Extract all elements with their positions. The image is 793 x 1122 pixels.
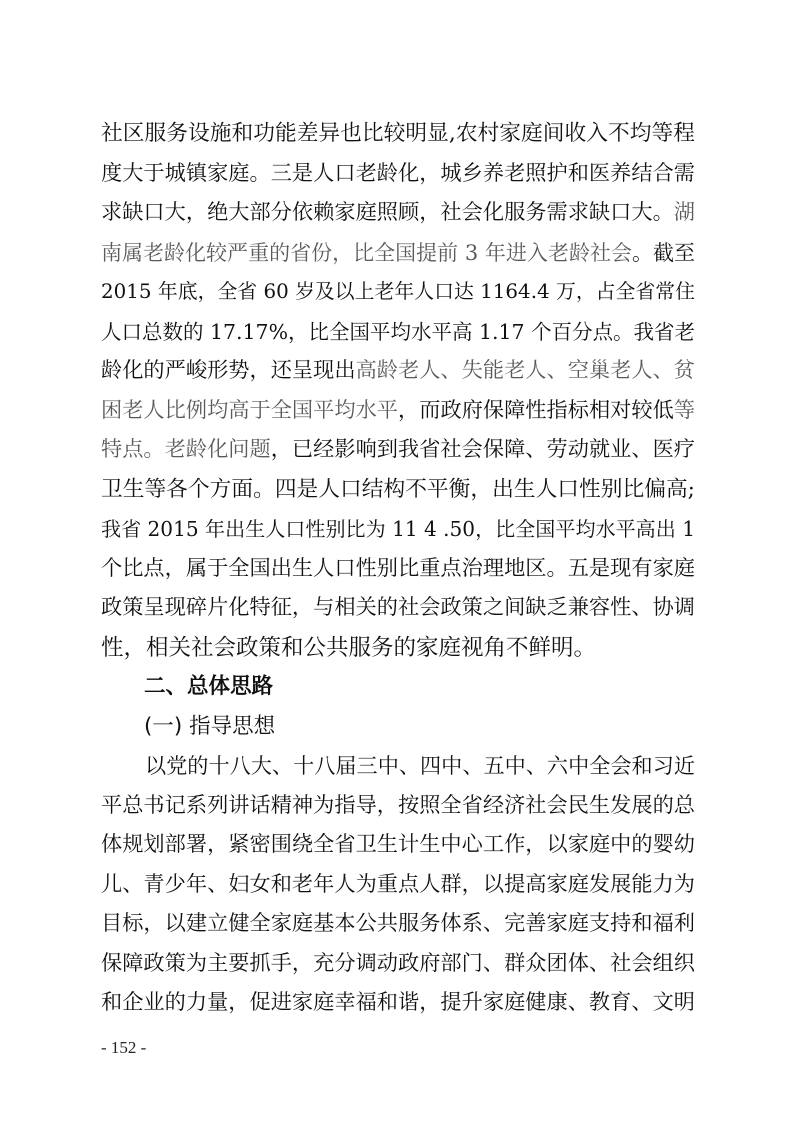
text-line [101, 312, 695, 352]
highlighted-text: 困老人比例均高于全国平均水平 [101, 398, 399, 423]
text-line [101, 470, 695, 510]
text-span: 我省 2015 年出生人口性别比为 11 4 .50，比全国平均水平高出 1 [101, 517, 695, 541]
text-span: 目标，以建立健全家庭基本公共服务体系、完善家庭支持和福利 [101, 911, 695, 936]
text-span: 和企业的力量，促进家庭幸福和谐，提升家庭健康、教育、文明 [101, 990, 695, 1015]
text-line [101, 193, 695, 233]
text-span: 性，相关社会政策和公共服务的家庭视角不鲜明。 [101, 635, 597, 661]
text-span: 平总书记系列讲话精神为指导，按照全省经济社会民生发展的总 [101, 793, 695, 818]
text-line [101, 549, 695, 589]
highlighted-text: 南属老龄化较严重的省份，比全国提前 3 年进入老龄社会 [101, 241, 632, 265]
text-span: 卫生等各个方面。四是人口结构不平衡，出生人口性别比偏高; [101, 477, 695, 502]
text-span: 社区服务设施和功能差异也比较明显,农村家庭间收入不均等程 [101, 121, 695, 146]
text-span: 以党的十八大、十八届三中、四中、五中、六中全会和习近 [145, 753, 695, 778]
text-span: 体规划部署，紧密围绕全省卫生计生中心工作，以家庭中的婴幼 [101, 832, 695, 857]
text-line [101, 509, 695, 549]
subsection-heading: (一) 指导思想 [144, 714, 276, 739]
text-span: 龄化的严峻形势，还呈现出 [101, 358, 356, 383]
text-span: 。截至 [631, 241, 696, 265]
text-line [101, 825, 695, 865]
text-line [101, 351, 695, 391]
text-span: 政策呈现碎片化特征，与相关的社会政策之间缺乏兼容性、协调 [101, 595, 695, 620]
section-heading: 二、总体思路 [144, 674, 274, 699]
highlighted-text: 特点。老龄化问题 [101, 437, 271, 462]
text-span: 人口总数的 17.17%，比全国平均水平高 1.17 个百分点。我省老 [101, 320, 695, 344]
text-line [101, 272, 695, 312]
text-span: 个比点，属于全国出生人口性别比重点治理地区。五是现有家庭 [101, 556, 695, 581]
text-line [101, 944, 695, 984]
text-line [101, 865, 695, 905]
text-line [101, 588, 695, 628]
text-line [145, 746, 695, 786]
text-line [101, 154, 695, 194]
text-line [101, 904, 695, 944]
text-line [101, 430, 695, 470]
text-span: 儿、青少年、妇女和老年人为重点人群，以提高家庭发展能力为 [101, 872, 695, 897]
page-number: - 152 - [101, 1038, 147, 1057]
text-span: ，而政府保障性指标相对较低 [398, 398, 674, 423]
text-line [101, 391, 695, 431]
text-line [101, 786, 695, 826]
text-span: ，已经影响到我省社会保障、劳动就业、医疗 [270, 437, 695, 462]
text-line [101, 114, 695, 154]
text-line [101, 983, 695, 1023]
text-span: 2015 年底，全省 60 岁及以上老年人口达 1164.4 万，占全省常住 [101, 280, 695, 303]
text-span: 保障政策为主要抓手，充分调动政府部门、群众团体、社会组织 [101, 951, 695, 976]
text-span: 度大于城镇家庭。三是人口老龄化，城乡养老照护和医养结合需 [101, 161, 695, 186]
text-span: 求缺口大，绝大部分依赖家庭照顾，社会化服务需求缺口大。 [101, 200, 674, 225]
highlighted-text: 高龄老人、失能老人、空巢老人、贫 [355, 358, 696, 383]
highlighted-text: 等 [673, 398, 696, 423]
highlighted-text: 湖 [673, 200, 695, 225]
text-line [101, 628, 695, 668]
text-line [101, 233, 695, 273]
